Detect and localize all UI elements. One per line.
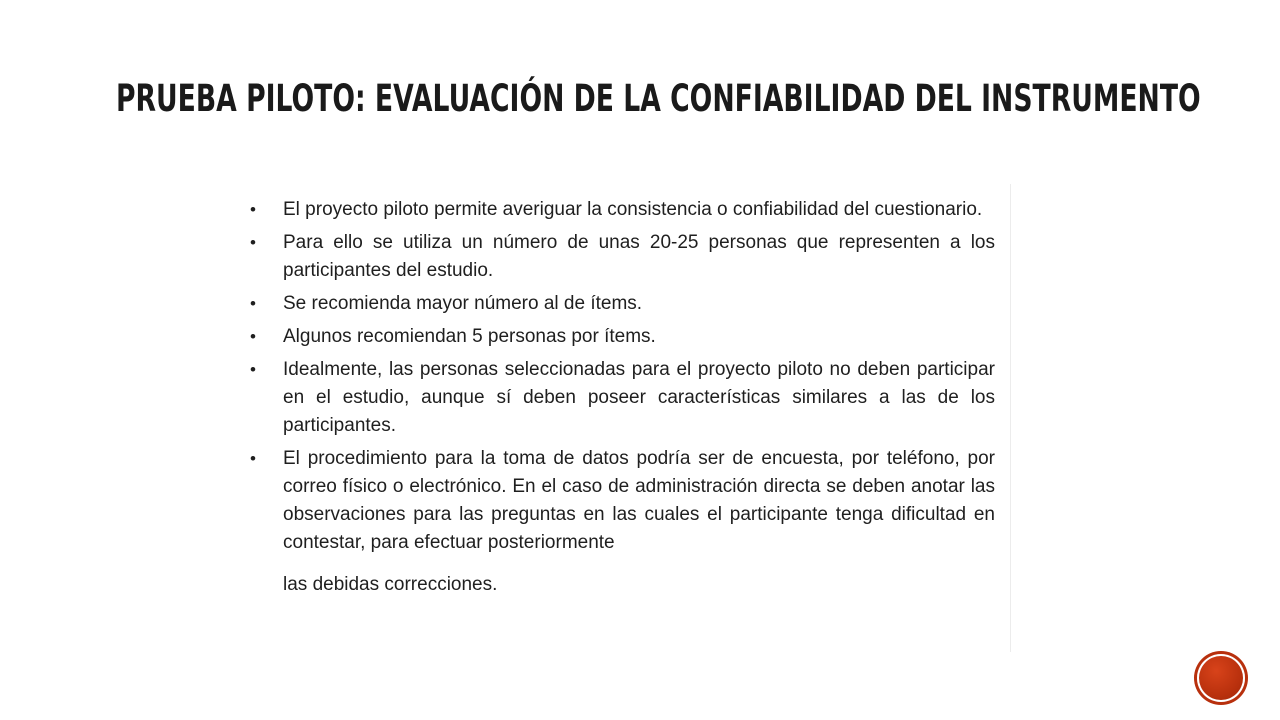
bullet-text: Algunos recomiendan 5 personas por ítems. xyxy=(283,326,656,347)
bullet-icon: • xyxy=(250,360,256,379)
bullet-icon: • xyxy=(250,327,256,346)
bullet-icon: • xyxy=(250,233,256,252)
bullet-icon: • xyxy=(250,449,256,468)
bullet-item xyxy=(250,196,995,224)
bullet-list xyxy=(250,196,995,604)
bullet-item xyxy=(250,323,995,351)
bullet-text: Idealmente, las personas seleccionadas para el proyecto piloto no deben participar en el estudio, aunque sí deben poseer características similares a las de los participantes. xyxy=(283,359,995,436)
bullet-item xyxy=(250,356,995,440)
bullet-text-tail: las debidas correcciones. xyxy=(283,574,498,595)
content-image xyxy=(232,184,1011,652)
bullet-text: Para ello se utiliza un número de unas 20-25 personas que representen a los participantes del estudio. xyxy=(283,232,995,281)
next-slide-button[interactable] xyxy=(1197,654,1245,702)
bullet-icon: • xyxy=(250,294,256,313)
bullet-icon: • xyxy=(250,200,256,219)
bullet-text: Se recomienda mayor número al de ítems. xyxy=(283,293,643,314)
bullet-item xyxy=(250,229,995,285)
bullet-text: El proyecto piloto permite averiguar la consistencia o confiabilidad del cuestionario. xyxy=(283,199,983,220)
bullet-item xyxy=(250,290,995,318)
slide-title: PRUEBA PILOTO: EVALUACIÓN DE LA CONFIABILIDAD DEL INSTRUMENTO xyxy=(116,77,1201,120)
bullet-item xyxy=(250,445,995,599)
bullet-text: El procedimiento para la toma de datos podría ser de encuesta, por teléfono, por correo físico o electrónico. En el caso de administración directa se deben anotar las observaciones para las preguntas en las cuales el participante tenga dificultad en contestar, para efectuar posteriormente xyxy=(283,448,995,553)
